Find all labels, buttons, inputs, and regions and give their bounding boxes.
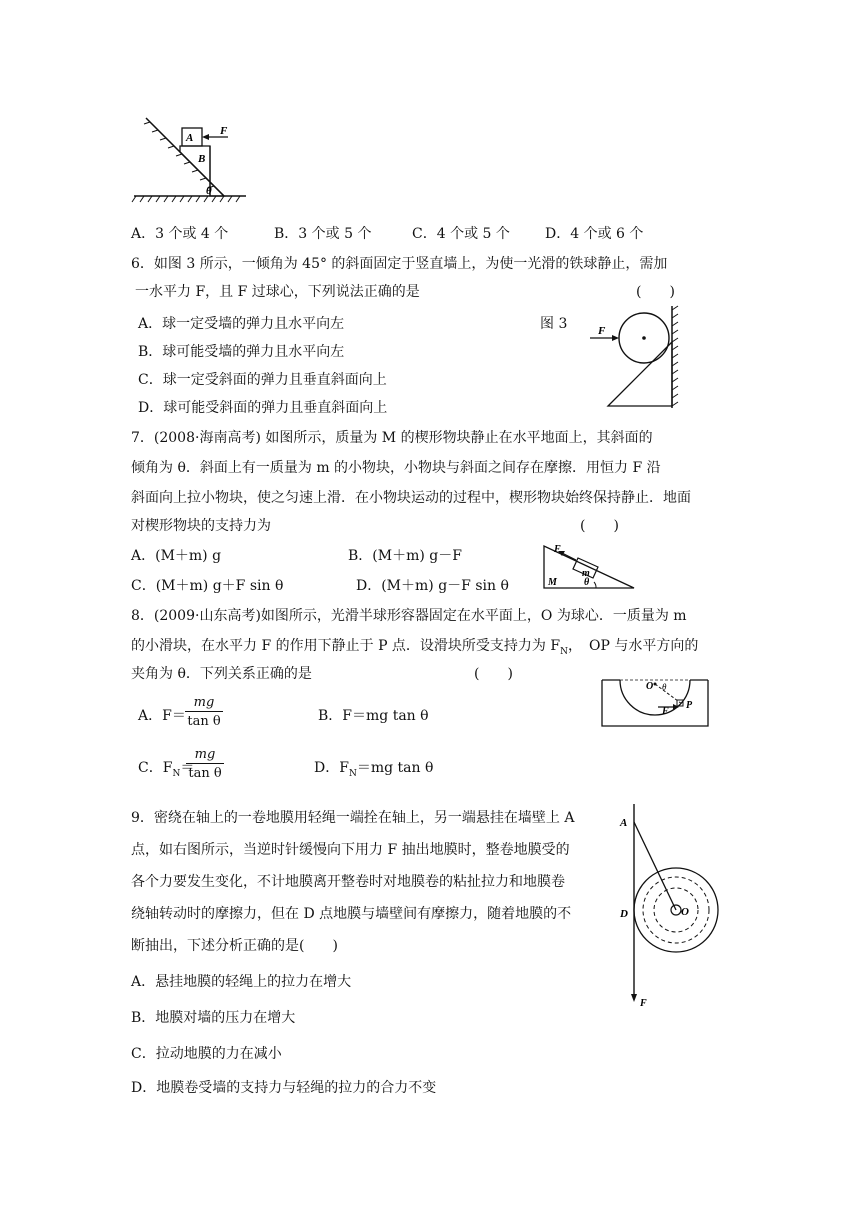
q8-stem-line1: 8．(2009·山东高考)如图所示，光滑半球形容器固定在水平面上，O 为球心．一质量为 m [131, 608, 687, 624]
q9-label-f: F [640, 998, 647, 1009]
q7-figure [538, 542, 638, 592]
q9-stem-line5: 断抽出，下述分析正确的是( ) [131, 938, 338, 954]
q9-option-c: C．拉动地膜的力在减小 [131, 1046, 282, 1062]
q6-answer-paren: ( ) [636, 284, 675, 300]
q6-stem-line1: 6．如图 3 所示，一倾角为 45° 的斜面固定于竖直墙上，为使一光滑的铁球静止，需加 [131, 256, 668, 272]
q5-option-d: D．4 个或 6 个 [545, 226, 644, 242]
q8-option-d-text: D．F [314, 760, 349, 776]
q7-option-d: D．(M＋m) g－F sin θ [356, 578, 509, 594]
q5-label-b: B [198, 153, 206, 165]
q8-answer-paren: ( ) [474, 666, 513, 682]
q6-option-d: D．球可能受斜面的弹力且垂直斜面向上 [138, 400, 388, 416]
q9-option-b: B．地膜对墙的压力在增大 [131, 1010, 296, 1026]
q7-label-big-m: M [548, 577, 557, 588]
q8-option-d-tail: ＝mg tan θ [356, 760, 434, 776]
q8-option-c-eq: ＝ [180, 760, 195, 776]
q8-option-a-numerator: mg [185, 694, 223, 712]
q8-option-d [314, 758, 433, 784]
q5-label-a: A [186, 132, 194, 144]
q6-option-c: C．球一定受斜面的弹力且垂直斜面向上 [138, 372, 387, 388]
q9-option-d: D．地膜卷受墙的支持力与轻绳的拉力的合力不变 [131, 1080, 437, 1096]
q8-option-a-denominator: tan θ [187, 714, 221, 729]
q8-label-f: F [662, 706, 669, 717]
q5-option-a: A．3 个或 4 个 [131, 226, 229, 242]
q8-option-c-numerator: mg [186, 746, 224, 764]
q8-stem-line2-tail: ， OP 与水平方向的 [567, 638, 699, 654]
q8-option-c-text: C．F [138, 760, 173, 776]
q7-option-a: A．(M＋m) g [131, 548, 222, 564]
q8-stem-line2 [131, 636, 698, 662]
q8-label-p: P [686, 700, 693, 711]
q7-option-b: B．(M＋m) g－F [348, 548, 462, 564]
q9-option-a: A．悬挂地膜的轻绳上的拉力在增大 [131, 974, 352, 990]
q8-option-c-sub: N [172, 768, 181, 779]
q8-label-theta: θ [662, 682, 667, 692]
q8-label-o: O [646, 681, 654, 692]
q8-option-a-fraction [185, 694, 223, 731]
q6-figure-caption: 图 3 [540, 316, 568, 332]
q7-stem-line4: 对楔形物块的支持力为 [131, 518, 271, 534]
q9-label-o: O [681, 906, 689, 918]
q8-stem-line3: 夹角为 θ．下列关系正确的是 [131, 666, 312, 682]
q9-label-a: A [620, 817, 628, 829]
q7-stem-line1: 7．(2008·海南高考) 如图所示，质量为 M 的楔形物块静止在水平地面上，其斜面的 [131, 430, 653, 446]
q8-option-c-fraction [186, 746, 224, 783]
q5-label-f: F [220, 125, 228, 137]
q6-figure [596, 302, 686, 412]
q5-option-b: B．3 个或 5 个 [274, 226, 372, 242]
q9-stem-line3: 各个力要发生变化，不计地膜离开整卷时对地膜卷的粘扯拉力和地膜卷 [131, 874, 565, 890]
q7-answer-paren: ( ) [580, 518, 619, 534]
q6-option-b: B．球可能受墙的弹力且水平向左 [138, 344, 345, 360]
q8-option-c-denominator: tan θ [188, 766, 222, 781]
q6-option-a: A．球一定受墙的弹力且水平向左 [138, 316, 345, 332]
q7-label-m: m [582, 568, 590, 579]
q6-label-f: F [598, 325, 606, 337]
q8-option-a-prefix: A．F＝ [138, 708, 186, 724]
q9-stem-line2: 点，如右图所示，当逆时针缓慢向下用力 F 抽出地膜时，整卷地膜受的 [131, 842, 570, 858]
q8-figure [600, 676, 712, 736]
q8-stem-line2-text: 的小滑块，在水平力 F 的作用下静止于 P 点．设滑块所受支持力为 F [131, 638, 561, 654]
q7-stem-line2: 倾角为 θ．斜面上有一质量为 m 的小物块，小物块与斜面之间存在摩擦．用恒力 F 沿 [131, 460, 661, 476]
q8-stem-line2-sub: N [560, 646, 568, 657]
q7-stem-line3: 斜面向上拉小物块，使之匀速上滑．在小物块运动的过程中，楔形物块始终保持静止．地面 [131, 490, 691, 506]
q5-figure [128, 110, 248, 200]
q8-option-b: B．F＝mg tan θ [318, 708, 429, 724]
q6-stem-line2: 一水平力 F，且 F 过球心，下列说法正确的是 [135, 284, 420, 300]
q7-option-c: C．(M＋m) g＋F sin θ [131, 578, 284, 594]
q8-option-d-sub: N [348, 768, 357, 779]
q5-option-c: C．4 个或 5 个 [412, 226, 510, 242]
q7-label-f: F [554, 544, 561, 555]
q9-label-d: D [620, 908, 628, 920]
q9-stem-line1: 9．密绕在轴上的一卷地膜用轻绳一端拴在轴上，另一端悬挂在墙壁上 A [131, 810, 575, 826]
q9-figure [614, 800, 724, 1020]
q7-label-theta: θ [584, 577, 590, 588]
q5-label-theta: θ [206, 185, 212, 197]
q9-stem-line4: 绕轴转动时的摩擦力，但在 D 点地膜与墙壁间有摩擦力，随着地膜的不 [131, 906, 572, 922]
